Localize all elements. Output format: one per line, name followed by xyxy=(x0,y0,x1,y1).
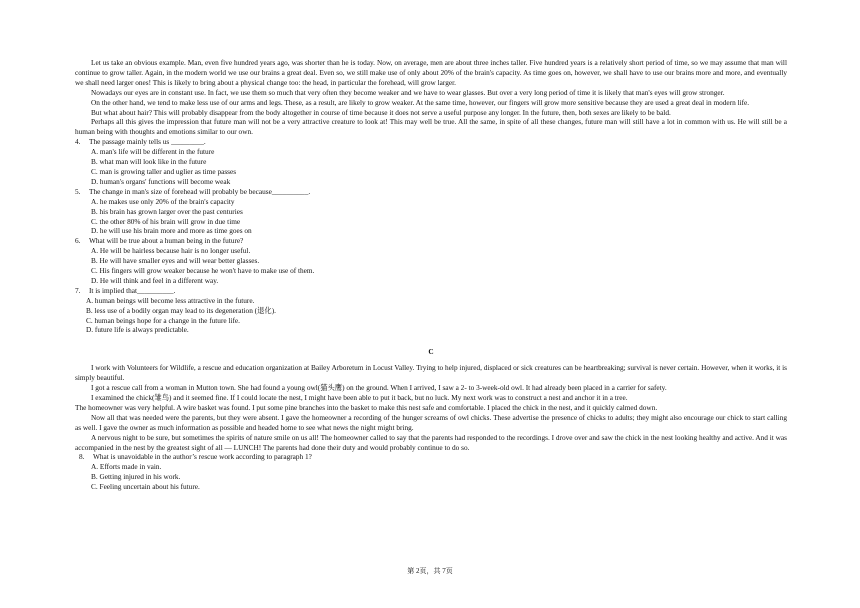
question-stem: It is implied that__________. xyxy=(89,285,176,295)
paragraph: I got a rescue call from a woman in Mutton town. She had found a young owl(猫头鹰) on the ground. When I arrived, I saw a 2- to 3-week-old owl. It had already been placed in a carrier for safety. xyxy=(91,383,667,393)
answer-option: C. human beings hope for a change in the future life. xyxy=(86,315,240,325)
answer-option: C. Feeling uncertain about his future. xyxy=(91,482,200,492)
paragraph: Nowadays our eyes are in constant use. In fact, we use them so much that very often they become weaker and we have to wear glasses. But over a very long period of time it is likely that man's eyes will grow stronger. xyxy=(91,87,725,97)
question-number: 6. xyxy=(75,236,81,246)
question-4 xyxy=(75,137,787,187)
answer-option: C. the other 80% of his brain will grow in due time xyxy=(91,216,241,226)
paragraph: But what about hair? This will probably disappear from the body altogether in course of time because it does not serve a useful purpose any longer. In the future, then, both sexes are likely to be bald. xyxy=(91,107,671,117)
answer-option: B. less use of a bodily organ may lead to its degeneration (退化). xyxy=(86,305,276,315)
question-5 xyxy=(75,187,787,237)
paragraph: On the other hand, we tend to make less use of our arms and legs. These, as a result, are likely to grow weaker. At the same time, however, our fingers will grow more sensitive because they are used a great deal in modern life. xyxy=(91,97,750,107)
question-8 xyxy=(75,452,787,492)
section-heading-c: C xyxy=(428,347,434,357)
answer-option: B. what man will look like in the future xyxy=(91,157,207,167)
page-content xyxy=(75,58,787,492)
question-6 xyxy=(75,236,787,286)
answer-option: B. Getting injured in his work. xyxy=(91,472,181,482)
question-stem: The passage mainly tells us _________. xyxy=(89,137,206,147)
answer-option: A. man's life will be different in the future xyxy=(91,147,215,157)
question-number: 5. xyxy=(75,186,81,196)
question-number: 7. xyxy=(75,285,81,295)
answer-option: D. future life is always predictable. xyxy=(86,325,189,335)
answer-option: B. He will have smaller eyes and will wear better glasses. xyxy=(91,256,260,266)
paragraph: A nervous night to be sure, but sometimes the spirits of nature smile on us all! The homeowner called to say that the parents had responded to the recordings. I drove over and saw the chick in the nest looking healthy and active. And it was accompanied in the nest by the greatest sight of all — LUNCH! The parents had done their duty and would probably continue to do so. xyxy=(75,432,787,452)
question-7 xyxy=(75,286,787,336)
answer-option: A. he makes use only 20% of the brain's capacity xyxy=(91,196,235,206)
answer-option: D. he will use his brain more and more as time goes on xyxy=(91,226,252,236)
question-number: 8. xyxy=(79,452,85,462)
question-stem: What will be true about a human being in the future? xyxy=(89,236,244,246)
paragraph: The homeowner was very helpful. A wire basket was found. I put some pine branches into the basket to make this nest safe and comfortable. I placed the chick in the nest, and it quickly calmed down. xyxy=(75,402,658,412)
question-stem: What is unavoidable in the author’s rescue work according to paragraph 1? xyxy=(93,452,312,462)
question-number: 4. xyxy=(75,137,81,147)
answer-option: A. Efforts made in vain. xyxy=(91,462,162,472)
passage-b xyxy=(75,58,787,137)
answer-option: B. his brain has grown larger over the past centuries xyxy=(91,206,243,216)
answer-option: C. man is growing taller and uglier as time passes xyxy=(91,166,237,176)
paragraph: I examined the chick(雏鸟) and it seemed fine. If I could locate the nest, I might have been able to put it back, but no luck. My next work was to construct a nest and anchor it in a tree. xyxy=(91,393,628,402)
paragraph: Let us take an obvious example. Man, even five hundred years ago, was shorter than he is today. Now, on average, men are about three inches taller. Five hundred years is a relatively short period of time, so we may assume that man will continue to grow taller. Again, in the modern world we use our brains a great deal. Even so, we still make use of only about 20% of the brain's capacity. As time goes on, however, we shall have to use our brains more and more, and eventually we shall need larger ones! This is likely to bring about a physical change too: the head, in particular the forehead, will grow larger. xyxy=(75,58,787,87)
answer-option: A. He will be hairless because hair is no longer useful. xyxy=(91,246,251,256)
paragraph: I work with Volunteers for Wildlife, a rescue and education organization at Bailey Arboretum in Locust Valley. Trying to help injured, displaced or sick creatures can be heartbreaking; survival is never certain. However, when it works, it is simply beautiful. xyxy=(75,363,787,383)
answer-option: D. He will think and feel in a different way. xyxy=(91,275,219,285)
paragraph: Perhaps all this gives the impression that future man will not be a very attractive creature to look at! This may well be true. All the same, in spite of all these changes, future man will still have a lot in common with us. He will still be a human being with thoughts and emotions similar to our own. xyxy=(75,117,787,137)
answer-option: D. human's organs' functions will become weak xyxy=(91,176,231,186)
paragraph: Now all that was needed were the parents, but they were absent. I gave the homeowner a recording of the hunger screams of owl chicks. These advertise the presence of chicks to adults; they might also encourage our chick to start calling as well. I gave the owner as much information as possible and headed home to see what news the night might bring. xyxy=(75,412,787,432)
question-stem: The change in man's size of forehead will probably be because__________. xyxy=(89,186,311,196)
page-footer: 第 2页，共 7页 xyxy=(407,567,453,575)
answer-option: C. His fingers will grow weaker because he won't have to make use of them. xyxy=(91,266,315,276)
passage-c xyxy=(75,363,787,452)
answer-option: A. human beings will become less attractive in the future. xyxy=(86,295,255,305)
